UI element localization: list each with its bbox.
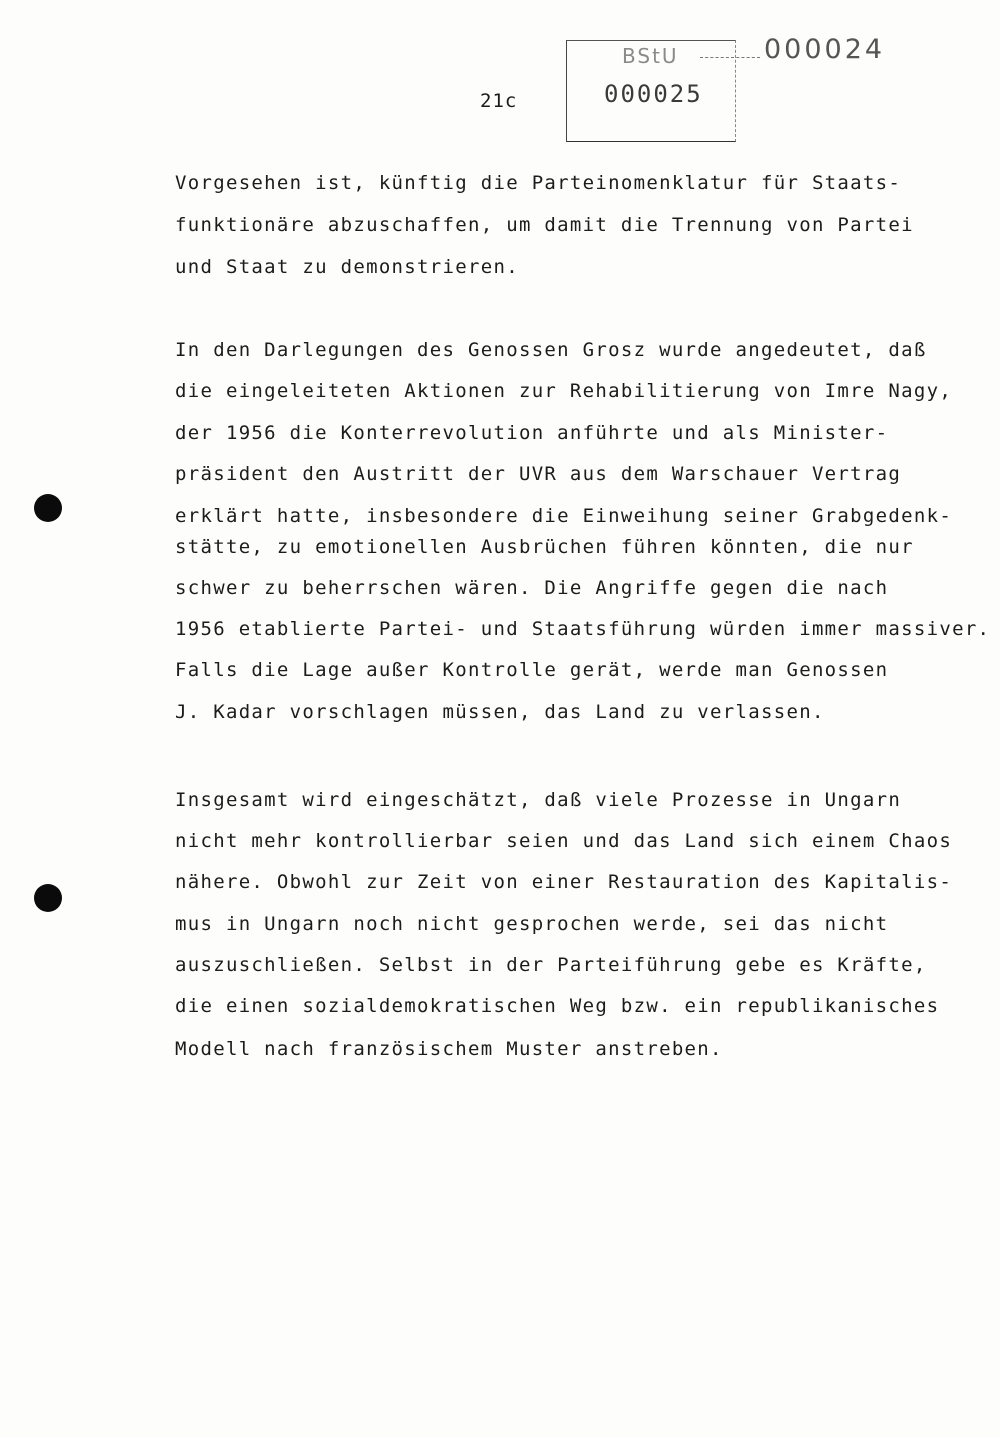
punch-hole [34,884,62,912]
text-line: erklärt hatte, insbesondere die Einweihung seiner Grabgedenk- [175,505,953,527]
text-line: der 1956 die Konterrevolution anführte und als Minister- [175,422,889,444]
text-line: schwer zu beherrschen wären. Die Angriffe gegen die nach [175,577,889,599]
stamp-dash-line [700,57,760,58]
text-line: präsident den Austritt der UVR aus dem Warschauer Vertrag [175,463,902,485]
text-line: In den Darlegungen des Genossen Grosz wurde angedeutet, daß [175,339,927,361]
text-line: auszuschließen. Selbst in der Parteiführung gebe es Kräfte, [175,954,927,976]
text-line: Modell nach französischem Muster anstreben. [175,1038,723,1060]
text-line: und Staat zu demonstrieren. [175,256,519,278]
text-line: die einen sozialdemokratischen Weg bzw. ein republikanisches [175,995,940,1017]
text-line: nähere. Obwohl zur Zeit von einer Restauration des Kapitalis- [175,871,953,893]
text-line: funktionäre abzuschaffen, um damit die Trennung von Partei [175,214,914,236]
text-line: Vorgesehen ist, künftig die Parteinomenklatur für Staats- [175,172,902,194]
text-line: 1956 etablierte Partei- und Staatsführung würden immer massiver. [175,618,991,640]
text-line: nicht mehr kontrollierbar seien und das Land sich einem Chaos [175,830,953,852]
stamp-number: 000025 [604,80,703,108]
text-line: stätte, zu emotionellen Ausbrüchen führen könnten, die nur [175,536,914,558]
text-line: die eingeleiteten Aktionen zur Rehabilitierung von Imre Nagy, [175,380,953,402]
text-line: J. Kadar vorschlagen müssen, das Land zu verlassen. [175,701,825,723]
punch-hole [34,494,62,522]
page-number: 21c [480,90,518,112]
stamp-label: BStU [622,44,679,68]
archive-number: 000024 [764,34,886,65]
text-line: Insgesamt wird eingeschätzt, daß viele Prozesse in Ungarn [175,789,902,811]
text-line: mus in Ungarn noch nicht gesprochen werde, sei das nicht [175,913,889,935]
text-line: Falls die Lage außer Kontrolle gerät, werde man Genossen [175,659,889,681]
